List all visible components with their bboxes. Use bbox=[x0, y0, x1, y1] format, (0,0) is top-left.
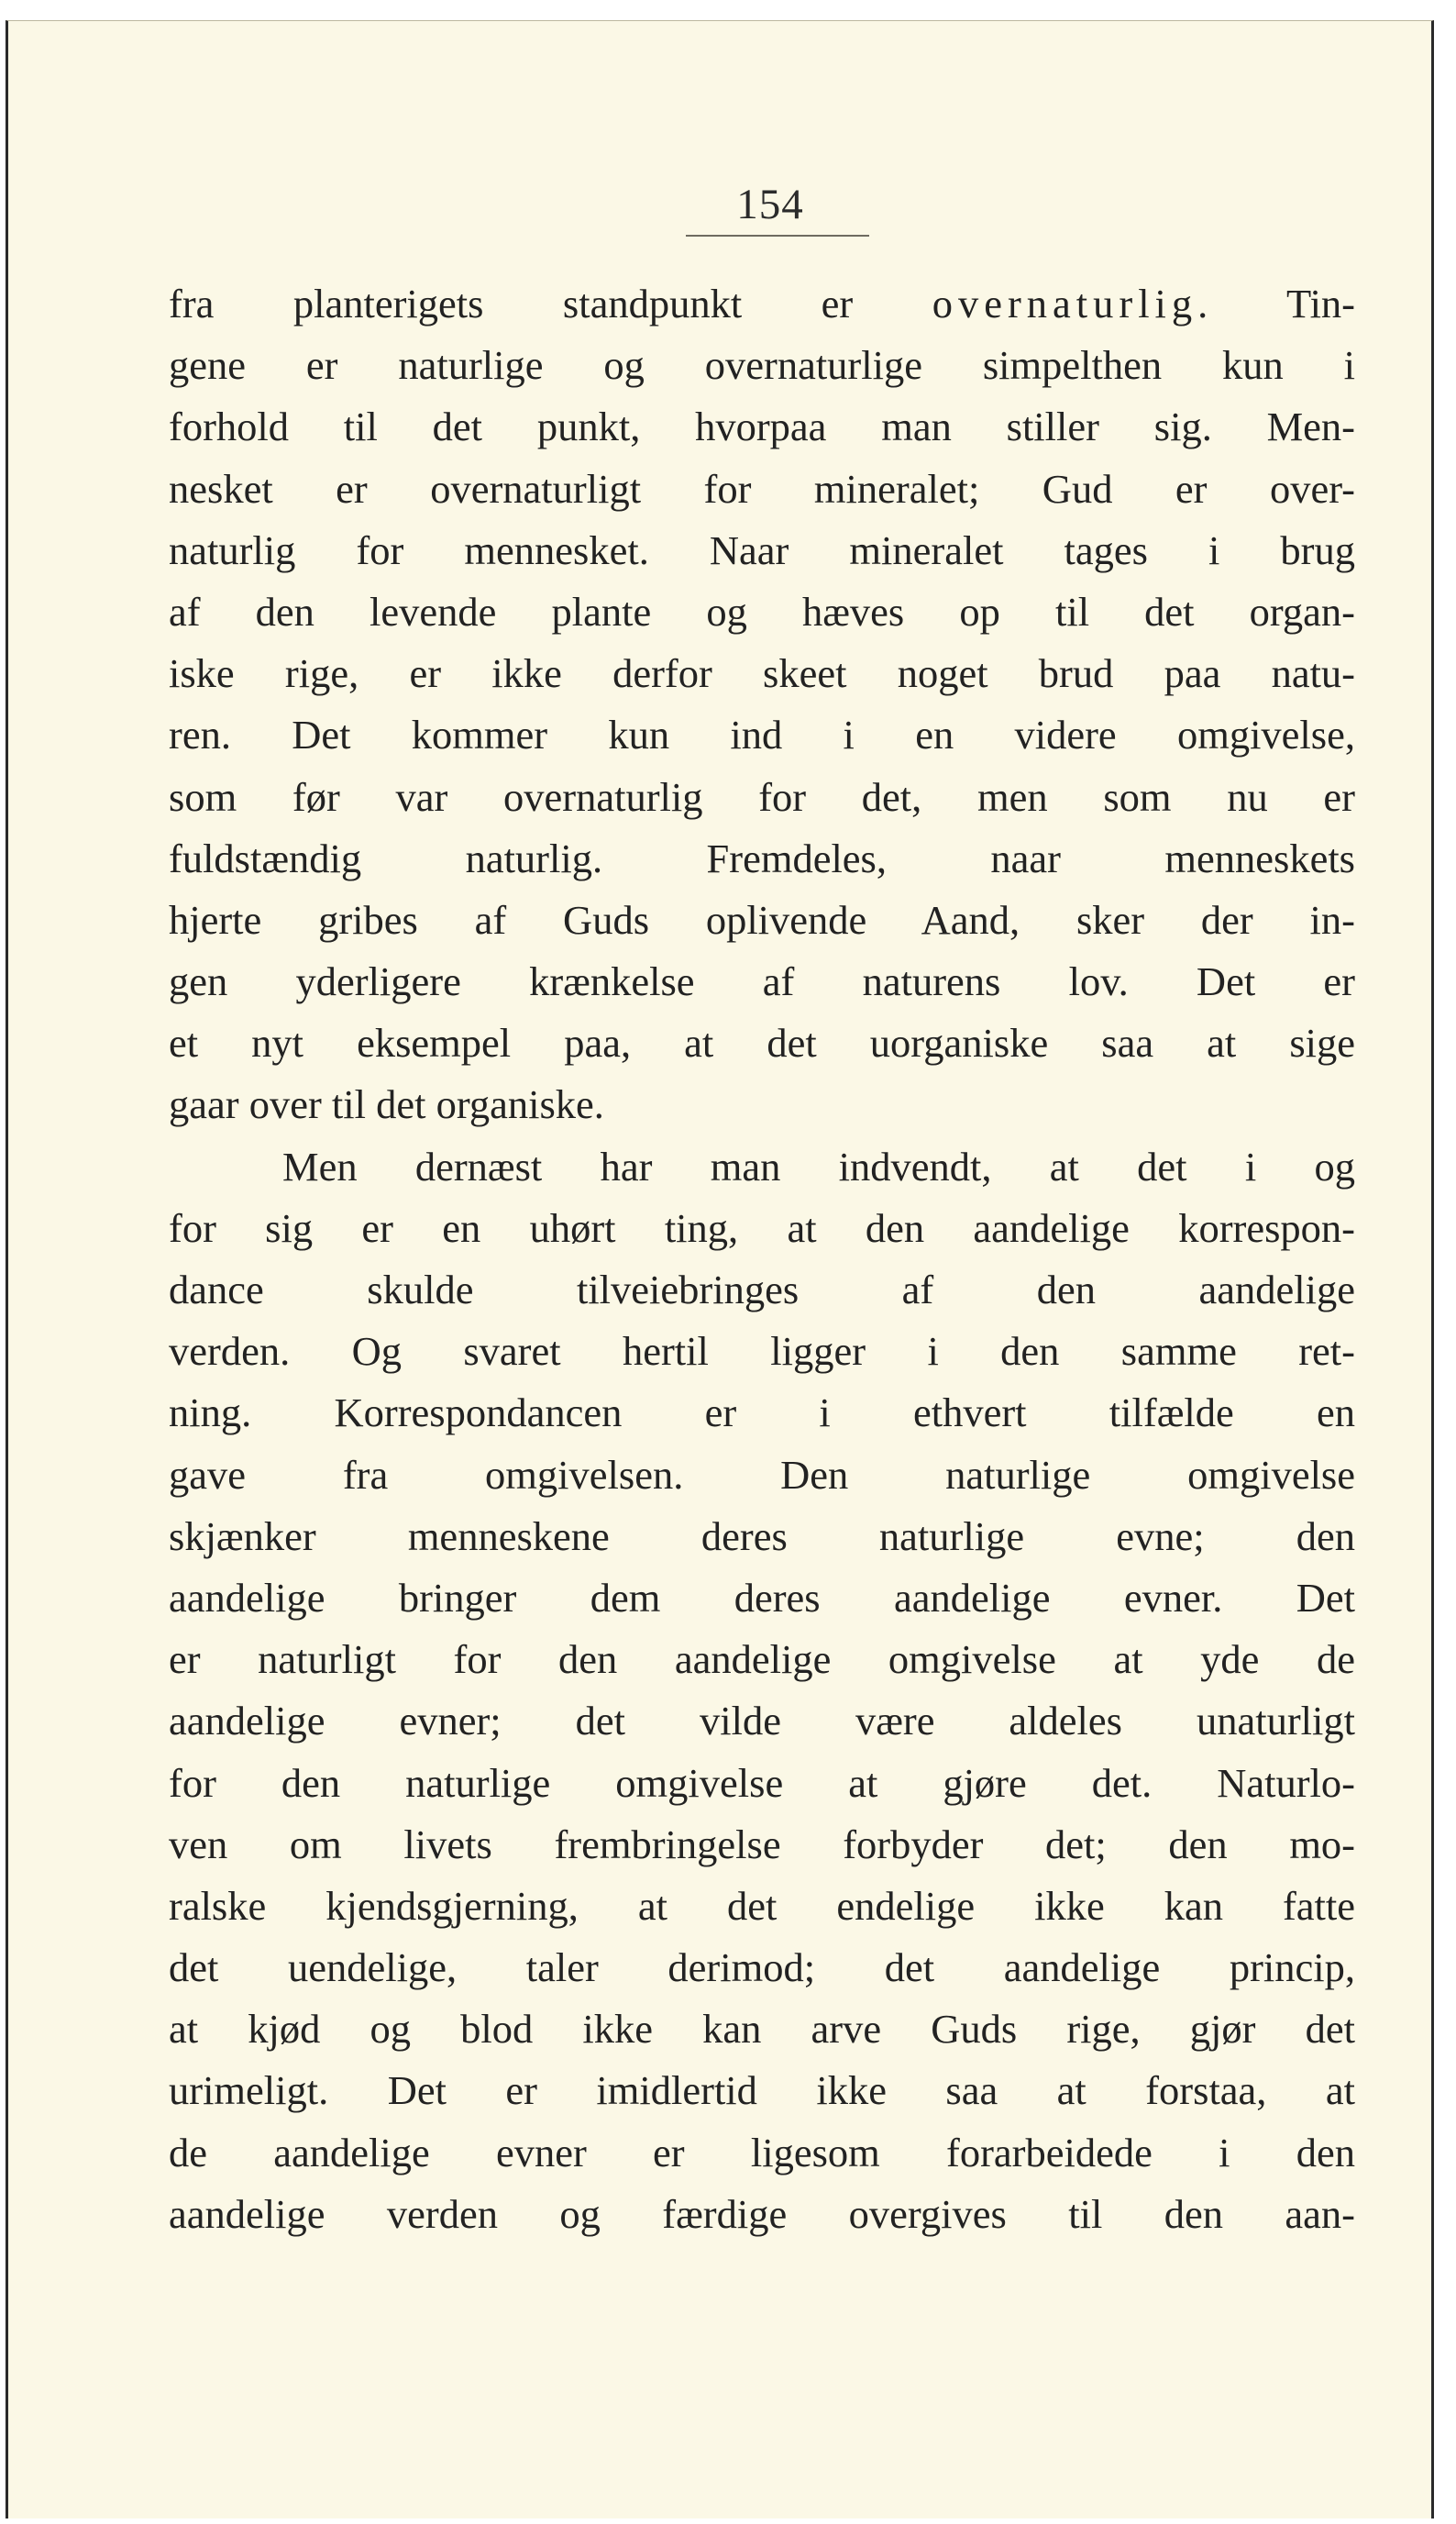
text-line: det uendelige, taler derimod; det aandelige princip, bbox=[169, 1944, 1355, 1991]
paragraph-end-line: gaar over til det organiske. bbox=[169, 1081, 604, 1128]
text-line: gen yderligere krænkelse af naturens lov. Det er bbox=[169, 958, 1355, 1005]
page-number-rule bbox=[686, 235, 869, 237]
text-line: aandelige bringer dem deres aandelige evner. Det bbox=[169, 1574, 1355, 1621]
text-line: for den naturlige omgivelse at gjøre det. Naturlo- bbox=[169, 1759, 1355, 1806]
text-line: ralske kjendsgjerning, at det endelige ikke kan fatte bbox=[169, 1882, 1355, 1929]
page-number: 154 bbox=[736, 181, 804, 228]
text-line: gave fra omgivelsen. Den naturlige omgivelse bbox=[169, 1451, 1355, 1498]
text-line: dance skulde tilveiebringes af den aandelige bbox=[169, 1267, 1355, 1312]
text-line: forhold til det punkt, hvorpaa man stiller sig. Men- bbox=[169, 404, 1355, 450]
text-line: aandelige verden og færdige overgives til den aan- bbox=[169, 2190, 1355, 2237]
text-line: nesket er overnaturligt for mineralet; Gud er over- bbox=[169, 465, 1355, 512]
text-line: iske rige, er ikke derfor skeet noget brud paa natu- bbox=[169, 650, 1355, 697]
text-line: naturlig for mennesket. Naar mineralet tages i brug bbox=[169, 526, 1355, 573]
text-line: et nyt eksempel paa, at det uorganiske saa at sige bbox=[169, 1020, 1355, 1067]
text-line: fuldstændig naturlig. Fremdeles, naar menneskets bbox=[169, 835, 1355, 881]
text-line: de aandelige evner er ligesom forarbeidede i den bbox=[169, 2129, 1355, 2175]
text-line: urimeligt. Det er imidlertid ikke saa at forstaa, at bbox=[169, 2067, 1355, 2114]
text-line: er naturligt for den aandelige omgivelse at yde de bbox=[169, 1636, 1355, 1683]
paragraph-start-line: Men dernæst har man indvendt, at det i og bbox=[282, 1143, 1355, 1190]
text-line: ven om livets frembringelse forbyder det; den mo- bbox=[169, 1821, 1355, 1867]
text-line: af den levende plante og hæves op til det organ- bbox=[169, 588, 1355, 635]
text-line: aandelige evner; det vilde være aldeles unaturligt bbox=[169, 1698, 1355, 1744]
text-line: for sig er en uhørt ting, at den aandelige korrespon- bbox=[169, 1204, 1355, 1251]
text-line: som før var overnaturlig for det, men som nu er bbox=[169, 773, 1355, 820]
text-line: skjænker menneskene deres naturlige evne; den bbox=[169, 1512, 1355, 1559]
text-line: verden. Og svaret hertil ligger i den samme ret- bbox=[169, 1328, 1355, 1375]
text-line: gene er naturlige og overnaturlige simpelthen kun i bbox=[169, 342, 1355, 389]
text-line: hjerte gribes af Guds oplivende Aand, sker der in- bbox=[169, 896, 1355, 943]
text-line: ren. Det kommer kun ind i en videre omgivelse, bbox=[169, 712, 1355, 758]
text-line: fra planterigets standpunkt er overnaturlig. Tin- bbox=[169, 281, 1355, 327]
emphasized-word: overnaturlig bbox=[932, 281, 1198, 327]
text-line: at kjød og blod ikke kan arve Guds rige, gjør det bbox=[169, 2006, 1355, 2053]
body-text bbox=[169, 273, 1355, 2245]
text-line: ning. Korrespondancen er i ethvert tilfælde en bbox=[169, 1389, 1355, 1436]
